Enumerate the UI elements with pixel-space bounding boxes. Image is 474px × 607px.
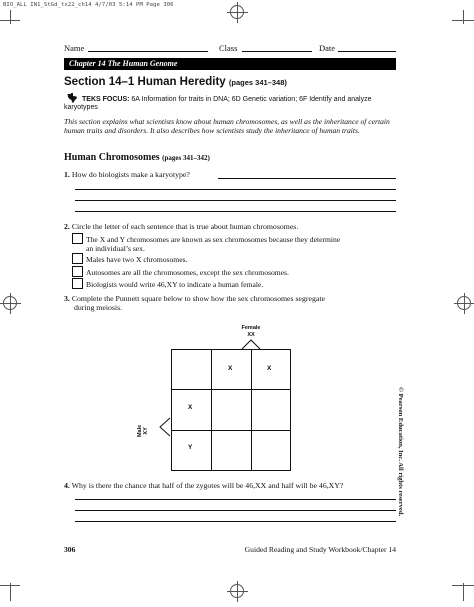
question-number: 3. bbox=[64, 294, 70, 303]
male-label-text: Male bbox=[137, 424, 143, 437]
answer-line[interactable] bbox=[75, 200, 396, 201]
question-number: 4. bbox=[64, 481, 70, 490]
option-b-checkbox[interactable] bbox=[72, 253, 83, 264]
date-label: Date bbox=[319, 43, 336, 53]
female-allele-2: X bbox=[267, 365, 272, 372]
option-d-checkbox[interactable] bbox=[72, 278, 83, 289]
question-3-continued: during meiosis. bbox=[74, 303, 123, 312]
class-label: Class bbox=[219, 43, 238, 53]
answer-line[interactable] bbox=[75, 510, 396, 511]
subhead-human-chromosomes bbox=[64, 152, 210, 163]
question-1 bbox=[64, 170, 190, 180]
crop-mark bbox=[452, 585, 474, 586]
crop-mark bbox=[10, 10, 11, 24]
female-allele-1: X bbox=[228, 365, 233, 372]
registration-mark-icon bbox=[230, 5, 244, 19]
punnett-cell-4[interactable] bbox=[252, 431, 290, 470]
section-pages: (pages 341–348) bbox=[228, 78, 287, 87]
section-intro: This section explains what scientists know about human chromosomes, as well as the inheritance of certain human traits and disorders. It also describes how scientists study the inheritance of human traits. bbox=[64, 117, 390, 136]
male-genotype: XY bbox=[143, 427, 149, 435]
teks-label: TEKS FOCUS: bbox=[82, 96, 130, 103]
crop-mark bbox=[463, 10, 464, 24]
book-title: Guided Reading and Study Workbook/Chapter 14 bbox=[244, 545, 396, 554]
question-text: Why is there the chance that half of the zygotes will be 46,XX and half will be 46,XY? bbox=[71, 481, 344, 490]
crop-mark bbox=[0, 585, 20, 586]
answer-line[interactable] bbox=[75, 521, 396, 522]
date-field[interactable] bbox=[338, 51, 396, 52]
female-genotype: XX bbox=[247, 332, 255, 338]
teks-text: 6A Information for traits in DNA; 6D Genetic variation; 6F Identify and analyze bbox=[129, 96, 372, 103]
teks-focus bbox=[82, 95, 396, 104]
option-a-text-continued: an individual’s sex. bbox=[86, 244, 145, 253]
answer-line[interactable] bbox=[218, 178, 396, 179]
registration-mark-icon bbox=[230, 584, 244, 598]
teks-text-continued: karyotypes bbox=[64, 104, 98, 111]
option-c-text: Autosomes are all the chromosomes, except the sex chromosomes. bbox=[86, 268, 289, 277]
question-text: Circle the letter of each sentence that is true about human chromosomes. bbox=[71, 222, 299, 231]
print-slug: BIO_ALL IN1_StGd_tx22_ch14 4/7/03 5:14 PM Page 306 bbox=[3, 2, 174, 8]
female-label: Female bbox=[241, 325, 261, 331]
crop-mark bbox=[0, 20, 20, 21]
section-title-text: Section 14–1 Human Heredity bbox=[64, 76, 226, 88]
chapter-bar: Chapter 14 The Human Genome bbox=[64, 58, 396, 70]
name-label: Name bbox=[64, 43, 85, 53]
question-2 bbox=[64, 222, 298, 232]
punnett-square bbox=[171, 349, 291, 471]
registration-mark-icon bbox=[3, 296, 17, 310]
option-a-checkbox[interactable] bbox=[72, 233, 83, 244]
copyright-notice: © Pearson Education, Inc. All rights reserved. bbox=[397, 387, 404, 517]
class-field[interactable] bbox=[242, 51, 312, 52]
texas-star-icon bbox=[66, 92, 78, 104]
punnett-cell-1[interactable] bbox=[212, 390, 250, 429]
question-text: Complete the Punnett square below to show how the sex chromosomes segregate bbox=[71, 294, 325, 303]
section-title bbox=[64, 76, 287, 88]
question-number: 2. bbox=[64, 222, 70, 231]
male-allele-1: X bbox=[188, 404, 193, 411]
page-number: 306 bbox=[64, 545, 76, 554]
option-d-text: Biologists would write 46,XY to indicate a human female. bbox=[86, 280, 264, 289]
name-field[interactable] bbox=[88, 51, 208, 52]
crop-mark bbox=[452, 20, 474, 21]
male-label bbox=[137, 425, 149, 437]
answer-line[interactable] bbox=[75, 189, 396, 190]
male-allele-2: Y bbox=[188, 444, 193, 451]
subhead-pages: (pages 341–342) bbox=[162, 154, 210, 162]
answer-line[interactable] bbox=[75, 211, 396, 212]
subhead-title: Human Chromosomes bbox=[64, 152, 160, 163]
male-bracket-icon bbox=[159, 417, 171, 437]
option-a-text: The X and Y chromosomes are known as sex chromosomes because they determine bbox=[86, 235, 341, 244]
answer-line[interactable] bbox=[75, 499, 396, 500]
option-c-checkbox[interactable] bbox=[72, 266, 83, 277]
question-4 bbox=[64, 481, 343, 491]
option-b-text: Males have two X chromosomes. bbox=[86, 255, 188, 264]
punnett-cell-3[interactable] bbox=[212, 431, 250, 470]
question-number: 1. bbox=[64, 170, 70, 179]
registration-mark-icon bbox=[457, 296, 471, 310]
punnett-cell-2[interactable] bbox=[252, 390, 290, 429]
question-text: How do biologists make a karyotype? bbox=[71, 170, 190, 179]
